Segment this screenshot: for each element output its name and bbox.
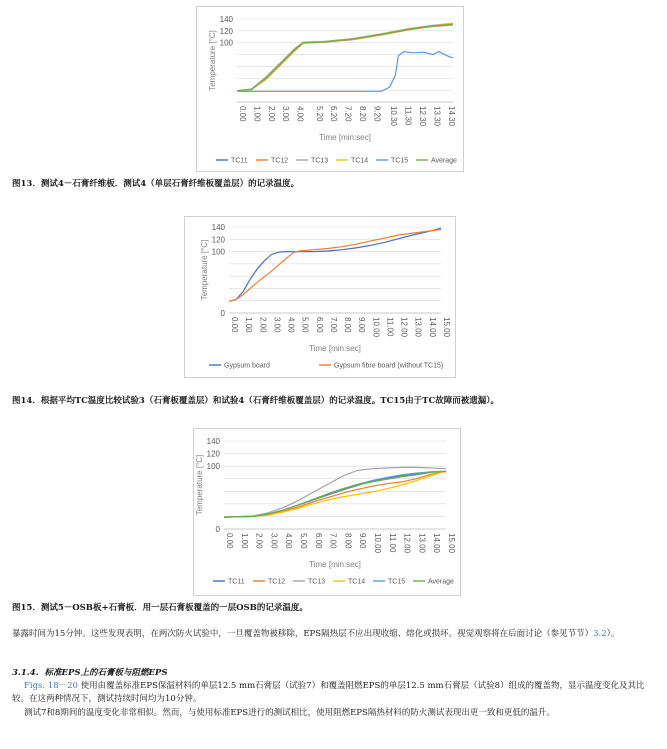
x-tick-label: 4.00 [284,533,294,549]
x-tick-label: 12.00 [402,533,412,554]
y-axis-title: Temperature [°C] [200,239,209,301]
y-tick-label: 100 [211,247,225,257]
y-tick-label: 140 [206,437,220,446]
section-ref-link[interactable]: 3.2 [593,629,607,639]
x-tick-label: 10.00 [373,533,382,554]
x-tick-label: 3.00 [272,317,282,333]
x-tick-label: 1.00 [244,317,254,333]
x-tick-label: 6.00 [314,317,324,333]
series-line [237,23,453,91]
legend-label: Gypsum fibre board (without TC15) [334,362,444,370]
y-tick-label: 140 [211,223,225,232]
x-tick-label: 9.00 [357,317,367,333]
x-tick-label: 15.00 [442,317,451,338]
y-tick-label: 100 [206,462,220,472]
x-tick-label: 3.00 [281,106,291,122]
x-tick-label: 8.00 [343,317,353,333]
figure-15-svg [194,429,460,595]
legend-label: TC13 [311,157,329,165]
y-tick-label: 0 [215,525,220,534]
legend-label: Gypsum board [224,362,270,370]
paragraph-figs [12,680,652,706]
x-tick-label: 9.20 [372,106,382,122]
x-tick-label: 4.00 [295,106,305,122]
legend-label: TC13 [308,578,326,586]
x-tick-label: 2.00 [266,106,276,122]
paragraph-comparison [12,707,652,720]
x-tick-label: 6.00 [313,533,323,549]
x-axis-title: Time [min:sec] [319,133,371,142]
legend-label: TC15 [391,157,409,165]
x-tick-label: 12.00 [399,317,409,338]
x-tick-label: 0.00 [230,317,239,333]
y-tick-label: 0 [220,309,225,318]
paragraph-exposure-text: 暴露时间为15分钟。这些发现表明，在两次防火试验中，一旦覆盖物被移除，EPS隔热层不应出现收缩、熔化或损坏。视觉观察将在后面讨论（参见节节） [12,629,594,639]
x-tick-label: 0.00 [238,106,247,122]
series-line [237,25,453,91]
x-tick-label: 6.20 [329,106,339,122]
legend-label: TC11 [228,578,245,586]
paragraph-comparison-text: 测试7和8期间的温度变化非常相似。然而，与使用标准EPS进行的测试相比，使用阻燃EPS隔热材料的防火测试表现出更一致和更低的温升。 [24,708,555,718]
x-tick-label: 5.00 [300,317,310,333]
x-tick-label: 13.00 [413,317,423,338]
figure-14-chart [184,216,456,378]
x-tick-label: 15.00 [447,533,456,554]
x-axis-title: Time [min:sec] [309,560,361,569]
legend-label: Average [428,578,454,586]
x-tick-label: 14.00 [432,533,442,554]
x-tick-label: 4.00 [286,317,296,333]
legend-label: TC12 [268,578,286,586]
figure-13-chart [196,6,464,172]
series-line [224,471,446,517]
x-tick-label: 8.20 [357,106,367,122]
figure-13-caption: 图13．测试4－石膏纤维板．测试4（单层石膏纤维板覆盖层）的记录温度。 [12,179,300,189]
x-tick-label: 7.20 [343,106,353,122]
x-tick-label: 10.30 [389,106,399,127]
series-line [237,24,453,90]
x-tick-label: 0.00 [225,533,234,549]
x-tick-label: 7.00 [328,533,338,549]
legend-label: TC15 [388,578,406,586]
series-line [237,24,453,91]
x-tick-label: 1.00 [239,533,249,549]
figure-14-caption: 图14．根据平均TC温度比较试验3（石膏板覆盖层）和试验4（石膏纤维板覆盖层）的记录温度。TC15由于TC故障而被遗漏）。 [12,396,500,406]
x-tick-label: 14.30 [446,106,456,127]
y-tick-label: 140 [219,15,233,24]
section-number: 3.1.4. [12,668,39,678]
series-line [224,471,446,517]
x-tick-label: 3.00 [269,533,279,549]
x-tick-label: 10.00 [371,317,381,338]
x-tick-label: 13.00 [417,533,427,554]
x-axis-title: Time [min:sec] [309,344,361,353]
x-tick-label: 1.00 [252,106,262,122]
x-tick-label: 11.00 [385,317,395,337]
legend-label: Average [431,157,457,165]
paragraph-exposure [12,628,652,641]
figure-15-chart [193,428,461,596]
legend-label: TC14 [351,157,369,165]
x-tick-label: 5.00 [299,533,308,549]
x-tick-label: 8.00 [343,533,353,549]
x-tick-label: 14.00 [427,317,437,338]
y-axis-title: Temperature [°C] [195,454,204,516]
x-tick-label: 9.00 [358,533,368,549]
paragraph-exposure-end: ）。 [606,629,620,639]
y-axis-title: Temperature [°C] [208,30,217,91]
x-tick-label: 2.00 [258,317,268,333]
legend-label: TC14 [348,578,366,586]
legend-label: TC12 [271,157,289,165]
series-line [237,52,453,92]
y-tick-label: 120 [219,26,233,36]
x-tick-label: 7.00 [328,317,338,333]
paragraph-figs-text: 使用由覆盖标准EPS保温材料的单层12.5 mm石膏层（试验7）和覆盖阻燃EPS的单层12.5 mm石膏层（试验8）组成的覆盖物，显示温度变化及其比较。在这两种情况下，测试持续时间均为10分钟。 [12,681,645,704]
section-heading [12,666,168,678]
x-tick-label: 11.00 [387,533,397,553]
x-tick-label: 5.20 [314,106,324,122]
y-tick-label: 120 [206,449,220,459]
legend-label: TC11 [231,157,248,165]
section-title: 标准EPS上的石膏板与阻燃EPS [44,668,168,678]
x-tick-label: 2.00 [254,533,264,549]
series-line [237,24,453,90]
figs-ref-link[interactable]: Figs. 18－20 [24,681,78,691]
series-line [224,471,446,517]
x-tick-label: 11.30 [403,106,413,126]
series-line [224,471,446,517]
figure-13-svg [197,7,463,171]
y-tick-label: 120 [211,235,225,245]
figure-14-svg [185,217,455,377]
x-tick-label: 12.30 [418,106,427,127]
y-tick-label: 100 [219,38,233,48]
x-tick-label: 13.30 [432,106,442,127]
figure-15-caption: 图15．测试5－OSB板+石膏板．用一层石膏板覆盖的一层OSB的记录温度。 [12,603,308,613]
